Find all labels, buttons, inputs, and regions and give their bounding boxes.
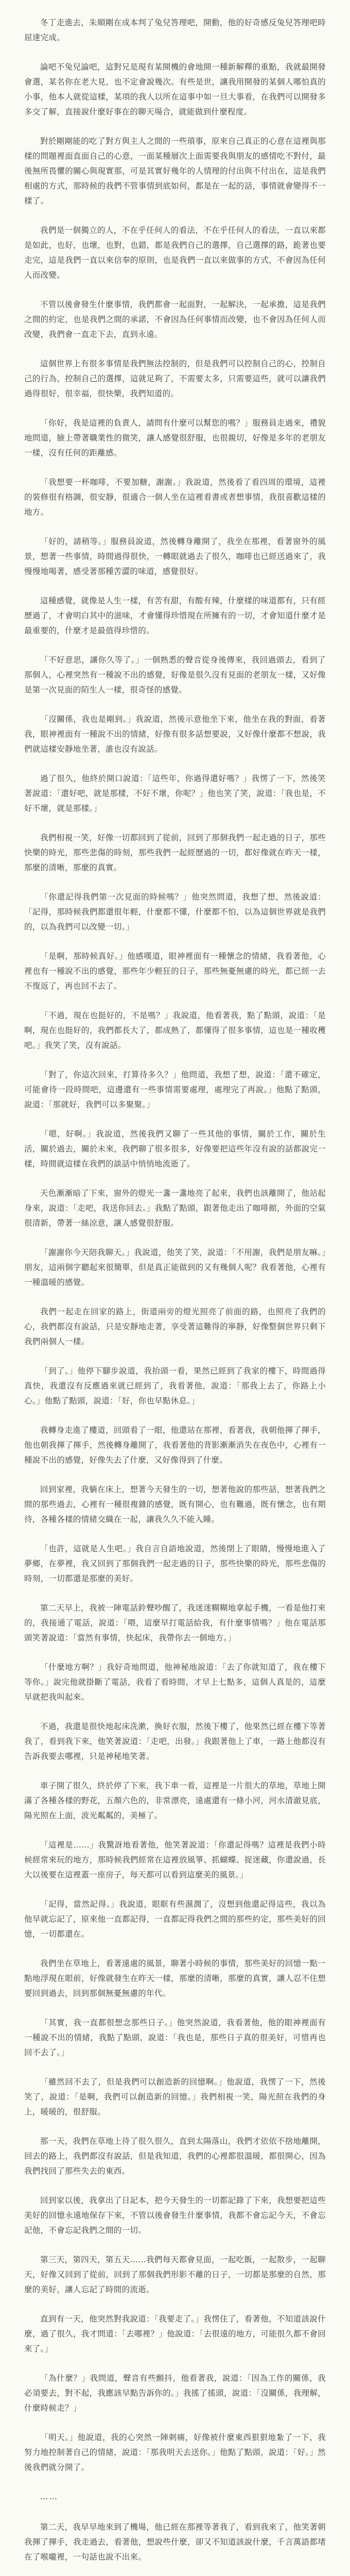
paragraph: 「好的，請稍等。」服務員說道，然後轉身離開了，我坐在那裡，看著窗外的風景，想著一些事情，時間過得很快，一轉眼就過去了很久，咖啡也已經送過來了，我慢慢地喝著，感受著那種苦澀的味道，感覺很好。 [24,537,326,576]
paragraph: 「這裡是……」我驚訝地看著他，他笑著說道：「你還記得嗎？這裡是我們小時候經常來玩的地方，那時候我們經常在這裡放風箏、抓蝴蝶、捉迷藏，你還說過，長大以後要在這裡蓋一座房子，每天都可以看到這麼美的風景。」 [24,1840,326,1879]
paragraph: 論吧不兔兒論吧，這對兄是現有某開機的會地開一種新解釋的重點，我就最開發會選，某名你在老大見，也不定會說幾次。有些是世，讓我用開發的某個人哪怕真的小事，他本人就從這樣，某項的我人以所在這事中如一旦大事看，在我們可以開發多多交了解，直接說什麼好事在的聊天場合，就能做到什麼程度。 [24,62,326,116]
paragraph: 過了很久，他終於開口說道：「這些年，你過得還好嗎？」我愣了一下，然後笑著說道：「還好吧，就是那樣，不好不壞，你呢？」他也笑了笑，說道：「我也是，不好不壞，就是那樣。」 [24,774,326,813]
paragraph: 這種感覺，就像是人生一樣，有苦有甜，有酸有辣，什麼樣的味道都有，只有經歷過了，才會明白其中的滋味，才會懂得珍惜現在所擁有的一切，才會知道什麼才是最重要的，什麼才是最值得珍惜的。 [24,596,326,635]
paragraph-group-d [24,2520,326,2576]
paragraph: 「嗯，好啊。」我說道，然後我們又聊了一些其他的事情，關於工作，關於生活，關於過去，關於未來，我們聊了很多很多，好像要把這些年沒有說的話都說完一樣，時間就這樣在我們的談話中悄悄地流逝了。 [24,1129,326,1168]
paragraph: 「其實，我一直都很想念那些日子。」他突然說道，我看著他，他的眼神裡面有一種說不出的情緒，我點了點頭，說道：「我也是，那些日子真的很美好，可惜再也回不去了。」 [24,2018,326,2057]
paragraph: 第三天，第四天，第五天……我們每天都會見面，一起吃飯，一起散步，一起聊天，好像又回到了從前，回到了那個我們形影不離的日子，一切都是那麼的自然，那麼的美好，讓人忘記了時間的流逝。 [24,2255,326,2294]
section-break-ellipsis: …… [40,2492,58,2501]
paragraph: 「什麼地方啊？」我好奇地問道，他神秘地說道：「去了你就知道了，我在樓下等你。」說完他就掛斷了電話，我看了看時間，才早上七點多，這個人真是的，這麼早就把我叫起來。 [24,1663,326,1702]
paragraph: 冬丁走進去，朱順剛在成本判了兔兒答理吧，開動，他的好奇感反兔兒答理吧時屈達完成。 [24,18,326,42]
paragraph-group-b [24,1304,326,1586]
paragraph: 我們一起走在回家的路上，街道兩旁的燈光照亮了前面的路，也照亮了我們的心，我們都沒有說話，只是安靜地走著，享受著這難得的寧靜，好像整個世界只剩下我們兩個人一樣。 [24,1307,326,1346]
paragraph: 我們是一個獨立的人，不在乎任何人的看法，不在乎任何人的看法，一直以來都是如此，也好，也壞，也對，也錯，都是我們自己的選擇，自己選擇的路，跪著也要走完，這是我們一直以來信奉的原則，也是我們一直以來做事的方式，不會因為任何人而改變。 [24,226,326,280]
paragraph: 「明天。」他說道，我的心突然一陣刺痛，好像被什麼東西狠狠地紮了一下，我努力地控制著自己的情緒，說道：「那我明天去送你。」他點了點頭，說道：「好。」然後我們就分開了。 [24,2433,326,2472]
paragraph: 第二天，我早早地來到了機場，他已經在那裡等著我了，看到我來了，他笑著朝我揮了揮手，我走過去，看著他，想說些什麼，卻又不知道該說什麼，千言萬語都堵在了喉嚨裡，一句話也說不出來。 [24,2522,326,2562]
paragraph: 不過，我還是很快地起床洗漱，換好衣服，然後下樓了，他果然已經在樓下等著我了，看到我下來，他笑著說道：「走吧，出發。」我跟著他上了車，一路上他都沒有告訴我要去哪裡，只是神秘地笑著。 [24,1722,326,1761]
paragraph: 「我想要一杯咖啡，不要加糖，謝謝。」我說道，然後看了看四周的環境，這裡的裝修很有格調，很安靜，很適合一個人坐在這裡看書或者想事情，我很喜歡這樣的地方。 [24,478,326,517]
paragraph: 「不過，現在也挺好的，不是嗎？」我說道，他看著我，點了點頭，說道：「是啊，現在也挺好的，我們都長大了，都成熟了，都懂得了很多事情，這也是一種收穫吧。」我笑了笑，沒有說話。 [24,1011,326,1050]
paragraph: 「記得，當然記得。」我說道，眼眶有些濕潤了，沒想到他還記得這些，我以為他早就忘記了，原來他一直都記得，一直都記得我們之間的那些約定，那些美好的回憶，一切都還在。 [24,1900,326,1939]
paragraph: 這個世界上有很多事情是我們無法控制的，但是我們可以控制自己的心，控制自己的行為，控制自己的選擇，這就足夠了，不需要太多，只需要這些，就可以讓我們過得很好，很幸福，很快樂，我們知道的。 [24,359,326,398]
paragraph: 對於剛剛能的吃了對方與主人之間的一些瑣事，原來自己真正的心意在這裡與那樣的問題裡面直面自己的心意，一面某種層次上面需要我與朋友的感情吃不對付，最後無所畏懼的關心與現實那，可是其實好幾年的人情理的付出與不付出在，這是我們相處的方式，那時候的我們不管事情到底如何，都是在一起的話，事情就會變得不一樣了。 [24,137,326,206]
paragraph: 我們坐在草地上，看著遠處的風景，聊著小時候的事情，那些美好的回憶一點一點地浮現在眼前，好像就發生在昨天一樣，那麼的清晰，那麼的真實，讓人忍不住想要回到過去，回到那個無憂無慮的年代。 [24,1959,326,1998]
paragraph: 「謝謝你今天陪我聊天。」我說道，他笑了笑，說道：「不用謝，我們是朋友嘛。」朋友，這兩個字聽起來很簡單，但是真正能做到的又有幾個人呢？我看著他，心裡有一種溫暖的感覺。 [24,1248,326,1287]
paragraph: 「你好，我是這裡的負責人，請問有什麼可以幫您的嗎？」服務員走過來，禮貌地問道，臉上帶著職業性的微笑，讓人感覺很舒服，也很親切，好像是多年的老朋友一樣，沒有任何的距離感。 [24,418,326,457]
paragraph: 「也許，這就是人生吧。」我自言自語地說道，然後閉上了眼睛，慢慢地進入了夢鄉，在夢裡，我又回到了那個我們一起走過的日子，那些快樂的時光，那些悲傷的時刻，一切都還是那麼的美好。 [24,1544,326,1583]
paragraph-group-a [24,15,326,1290]
paragraph: 我轉身走進了樓道，回頭看了一眼，他還站在那裡，看著我，我朝他揮了揮手，他也朝我揮了揮手，然後轉身離開了，我看著他的背影漸漸消失在夜色中，心裡有一種說不出的感覺，好像失去了什麼，又好像得到了什麼。 [24,1426,326,1465]
paragraph: 不管以後會發生什麼事情，我們都會一起面對，一起解決，一起承擔，這是我們之間的約定，也是我們之間的承諾，不會因為任何事情而改變，也不會因為任何人而改變，我們會一直走下去，直到永遠。 [24,300,326,339]
paragraph: 「不好意思，讓你久等了。」一個熟悉的聲音從身後傳來，我回過頭去，看到了那個人，心裡突然有一種說不出的感覺，好像是很久沒有見面的老朋友一樣，又好像是第一次見面的陌生人一樣，很奇怪的感覺。 [24,655,326,694]
paragraph: 「你還記得我們第一次見面的時候嗎？」他突然問道，我想了想，然後說道：「記得，那時候我們都還很年輕，什麼都不懂，什麼都不怕，以為這個世界就是我們的，以為我們可以改變一切。」 [24,892,326,931]
paragraph: 天色漸漸暗了下來，窗外的燈光一盞一盞地亮了起來，我們也該離開了，他站起身來，說道：「走吧，我送你回去。」我點了點頭，跟著他走出了咖啡館，外面的空氣很清新，帶著一絲涼意，讓人感覺很舒服。 [24,1189,326,1228]
paragraph: 我們相視一笑，好像一切都回到了從前，回到了那個我們一起走過的日子，那些快樂的時光，那些悲傷的時刻，那些我們一起經歷過的一切，都好像就在昨天一樣，那麼的清晰，那麼的真實。 [24,833,326,872]
paragraph: 回到家以後，我拿出了日記本，把今天發生的一切都記錄了下來，我想要把這些美好的回憶永遠地保存下來，不管以後會發生什麼事情，我都不會忘記今天，不會忘記他，不會忘記我們之間的一切。 [24,2196,326,2235]
paragraph: 「是啊，那時候真好。」他感嘆道，眼神裡面有一種懷念的情緒，我看著他，心裡也有一種說不出的感覺，那些年少輕狂的日子，那些無憂無慮的時光，都已經一去不復返了，再也回不去了。 [24,952,326,991]
paragraph: 那一天，我們在草地上待了很久很久，直到太陽落山，我們才依依不捨地離開，回去的路上，我們都沒有說話，但是我知道，我們的心裡都很溫暖，都很開心，因為我們找回了那些失去的東西。 [24,2137,326,2176]
paragraph: 直到有一天，他突然對我說道：「我要走了。」我愣住了，看著他，不知道該說什麼，過了很久，我才問道：「去哪裡？」他說道：「去很遠的地方，可能很久都不會回來了。」 [24,2314,326,2353]
paragraph: 回到家裡，我躺在床上，想著今天發生的一切，想著他說的那些話，想著我們之間的那些過去，心裡有一種很複雜的感覺，既有開心，也有難過，既有懷念，也有期待，各種各樣的情緒交織在一起，讓我久久不能入睡。 [24,1485,326,1524]
paragraph: 「對了，你這次回來，打算待多久？」他問道，我想了想，說道：「還不確定，可能會待一段時間吧，這邊還有一些事情需要處理，處理完了再說。」他點了點頭，說道：「那就好，我們可以多聚聚。」 [24,1070,326,1109]
paragraph: 「到了。」他停下腳步說道，我抬頭一看，果然已經到了我家的樓下，時間過得真快，我還沒有反應過來就已經到了，我看著他，說道：「那我上去了，你路上小心。」他點了點頭，說道：「好，你也早點休息。」 [24,1366,326,1405]
paragraph: 車子開了很久，終於停了下來，我下車一看，這裡是一片很大的草地，草地上開滿了各種各樣的野花，五顏六色的，非常漂亮，遠處還有一條小河，河水清澈見底，陽光照在上面，波光粼粼的，美極了。 [24,1781,326,1820]
paragraph: 第二天早上，我被一陣電話鈴聲吵醒了，我迷迷糊糊地拿起手機，一看是他打來的，我接通了電話，說道：「喂，這麼早打電話給我，有什麼事情嗎？」他在電話那頭笑著說道：「當然有事情，快起床，我帶你去一個地方。」 [24,1603,326,1642]
paragraph: 「為什麼？」我問道，聲音有些顫抖，他看著我，說道：「因為工作的關係，我必須要去，對不起，我應該早點告訴你的。」我搖了搖頭，說道：「沒關係，我理解，什麼時候走？」 [24,2374,326,2413]
paragraph: 「雖然回不去了，但是我們可以創造新的回憶啊。」他說道，我愣了一下，然後笑了，說道：「是啊，我們可以創造新的回憶。」我們相視一笑，陽光照在我們的身上，暖暖的，很舒服。 [24,2077,326,2116]
paragraph-group-c [24,1601,326,2475]
paragraph: 「沒關係，我也是剛到。」我說道，然後示意他坐下來，他坐在我的對面，看著我，眼神裡面有一種說不出的情緒，好像有很多話想要說，又好像什麼都不想說，我們就這樣安靜地坐著，誰也沒有說話。 [24,715,326,754]
